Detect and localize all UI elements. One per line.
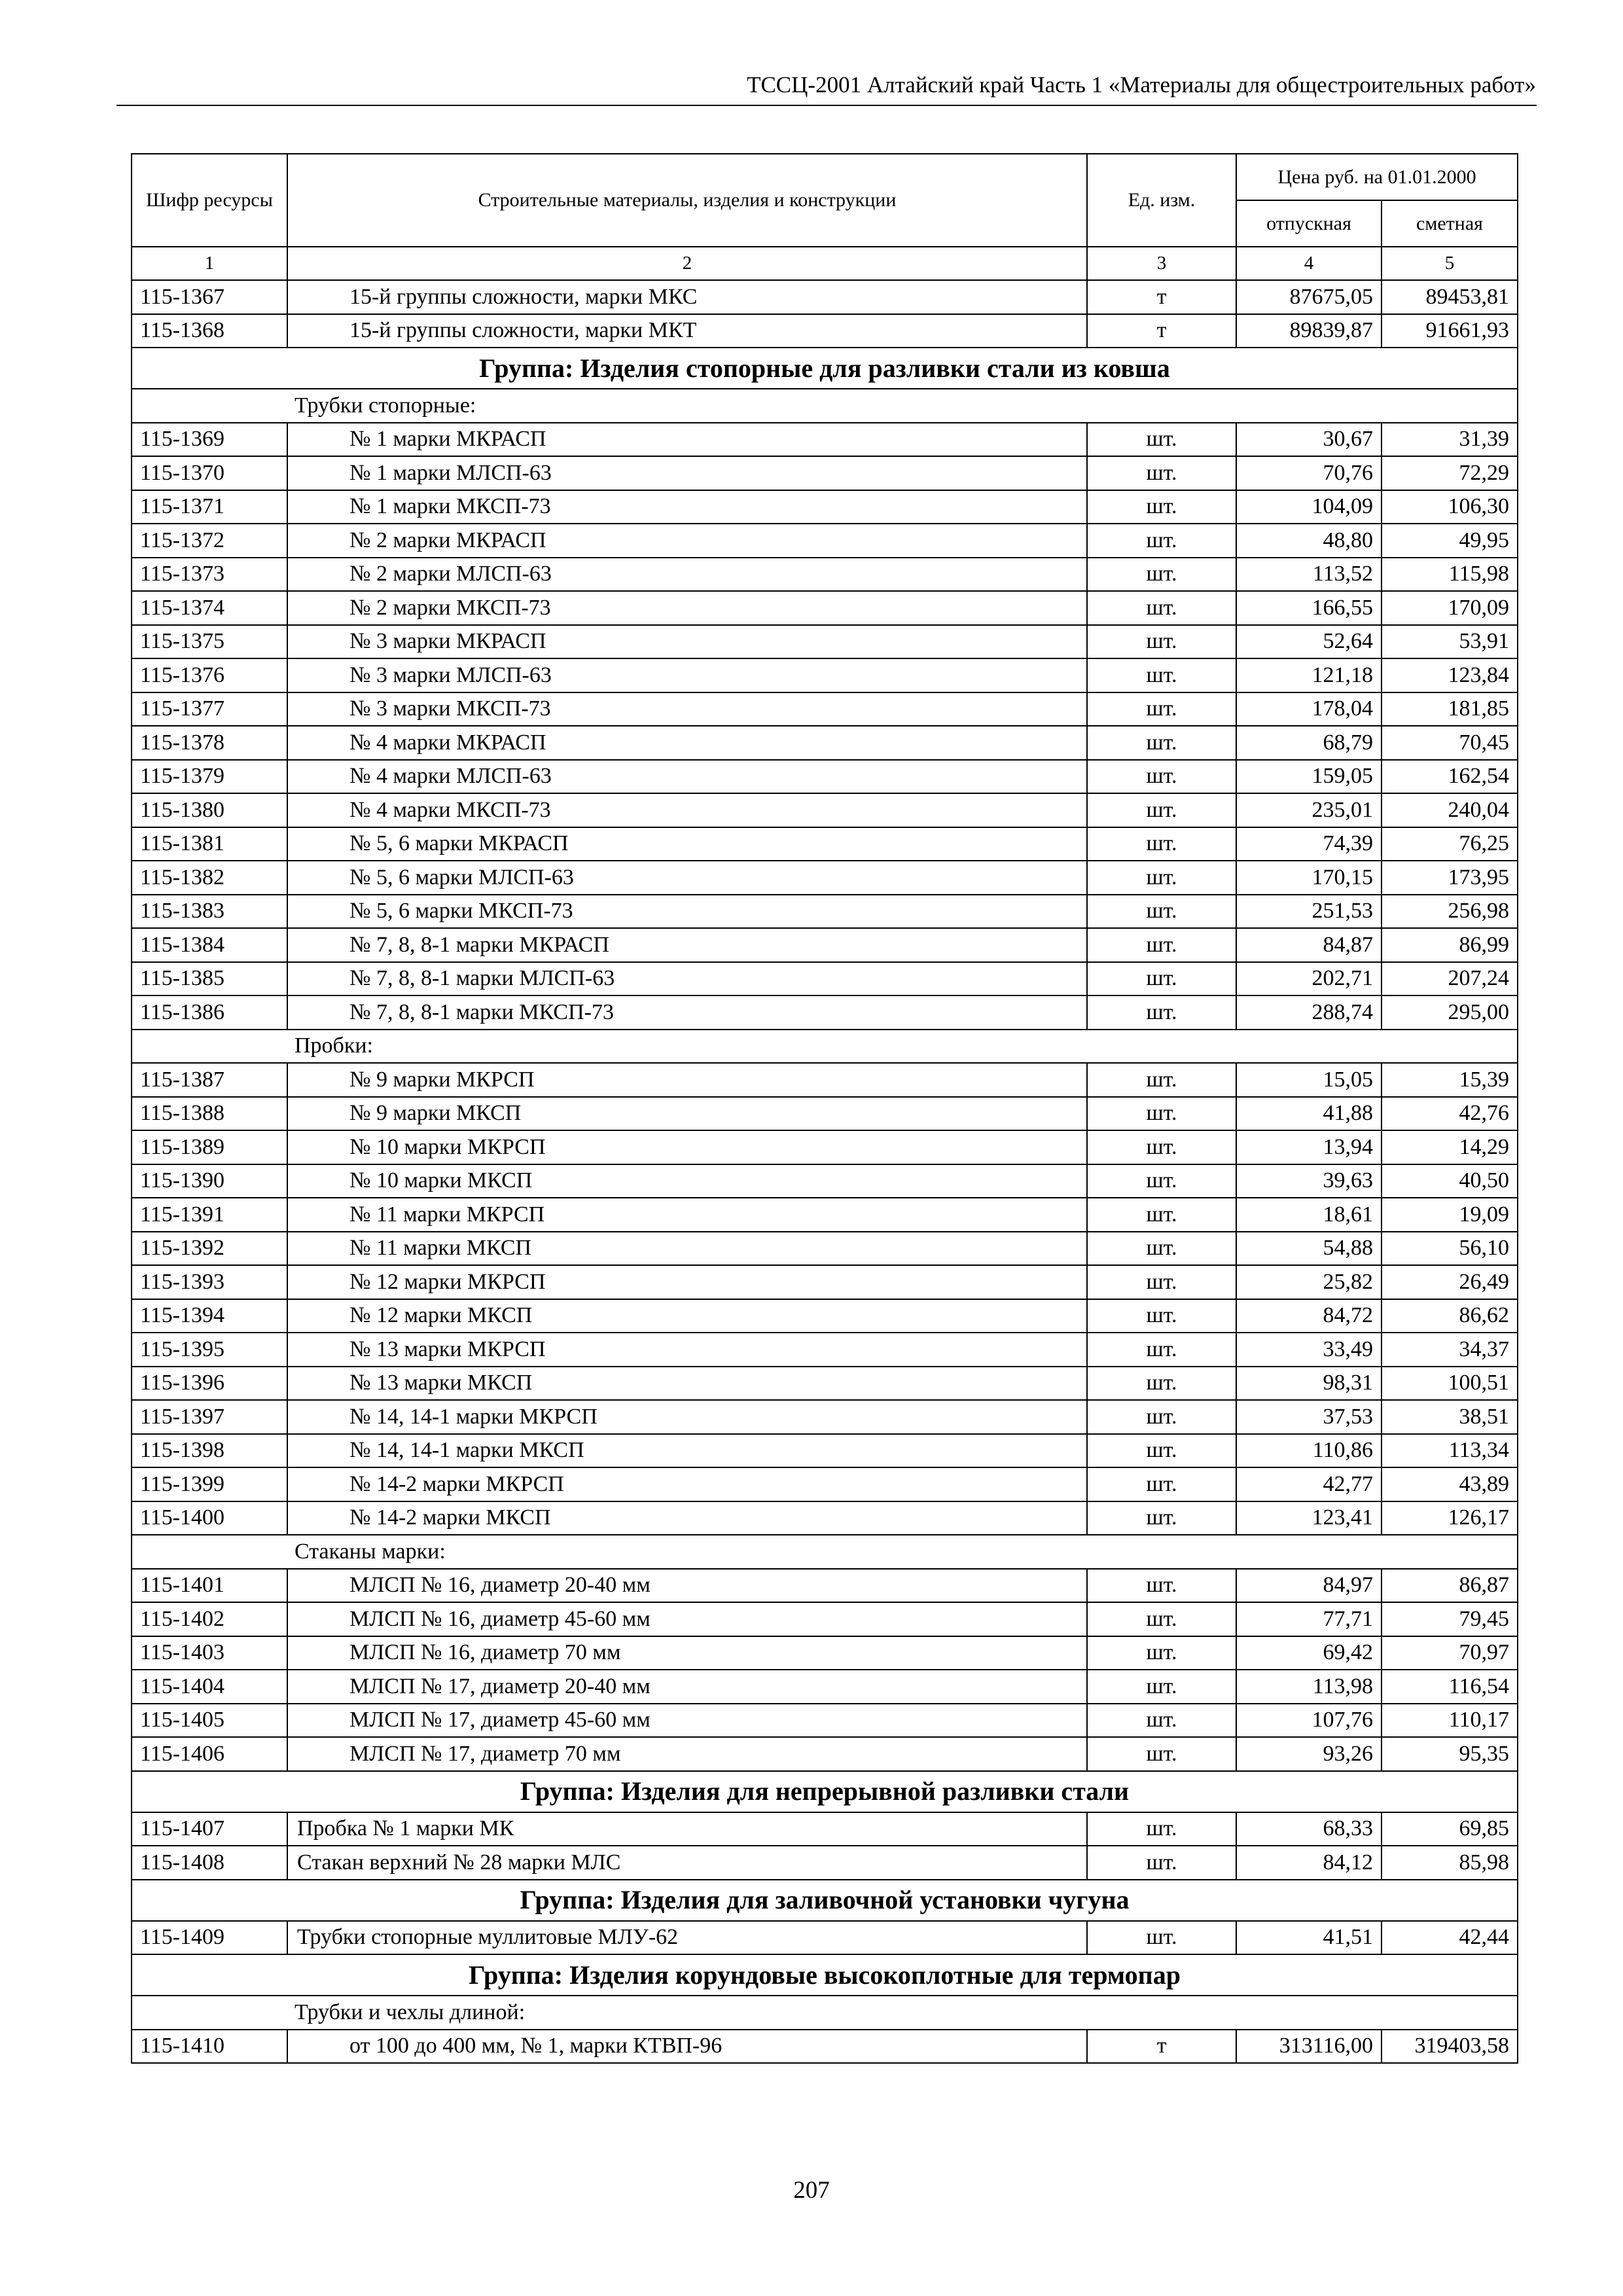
group-heading: Группа: Изделия стопорные для разливки стали из ковша xyxy=(132,348,1518,389)
material-name: № 9 марки МКРСП xyxy=(287,1063,1087,1097)
release-price-cell: 166,55 xyxy=(1236,591,1382,625)
release-price-cell: 104,09 xyxy=(1236,490,1382,524)
table-row xyxy=(132,760,1518,794)
material-name: Трубки стопорные муллитовые МЛУ-62 xyxy=(287,1921,1087,1955)
resource-code: 115-1377 xyxy=(132,692,287,726)
estimate-price-cell: 15,39 xyxy=(1382,1063,1518,1097)
estimate-price-cell: 38,51 xyxy=(1382,1400,1518,1434)
release-price-cell: 178,04 xyxy=(1236,692,1382,726)
unit-cell: шт. xyxy=(1087,1846,1236,1880)
table-row xyxy=(132,692,1518,726)
resource-code: 115-1381 xyxy=(132,827,287,861)
estimate-price-cell: 295,00 xyxy=(1382,996,1518,1030)
estimate-price-cell: 113,34 xyxy=(1382,1434,1518,1468)
release-price-cell: 84,97 xyxy=(1236,1569,1382,1603)
group-heading-row xyxy=(132,348,1518,389)
release-price-cell: 107,76 xyxy=(1236,1704,1382,1738)
unit-cell: шт. xyxy=(1087,1063,1236,1097)
estimate-price-cell: 319403,58 xyxy=(1382,2030,1518,2064)
estimate-price-cell: 100,51 xyxy=(1382,1367,1518,1401)
release-price-cell: 68,33 xyxy=(1236,1812,1382,1846)
unit-cell: шт. xyxy=(1087,827,1236,861)
estimate-price-cell: 181,85 xyxy=(1382,692,1518,726)
release-price-cell: 54,88 xyxy=(1236,1232,1382,1266)
resource-code: 115-1380 xyxy=(132,793,287,827)
estimate-price-cell: 26,49 xyxy=(1382,1265,1518,1299)
release-price-cell: 170,15 xyxy=(1236,861,1382,895)
release-price-cell: 84,12 xyxy=(1236,1846,1382,1880)
table-row xyxy=(132,1812,1518,1846)
unit-cell: шт. xyxy=(1087,1921,1236,1955)
material-name: № 4 марки МКСП-73 xyxy=(287,793,1087,827)
unit-cell: шт. xyxy=(1087,996,1236,1030)
table-row xyxy=(132,1636,1518,1670)
group-heading: Группа: Изделия для непрерывной разливки стали xyxy=(132,1771,1518,1812)
release-price-cell: 113,52 xyxy=(1236,558,1382,592)
column-number: 4 xyxy=(1236,247,1382,280)
estimate-price-cell: 170,09 xyxy=(1382,591,1518,625)
unit-cell: т xyxy=(1087,280,1236,314)
running-header-title: ТССЦ-2001 Алтайский край Часть 1 «Материалы для общестроительных работ» xyxy=(747,72,1536,98)
subheading: Стаканы марки: xyxy=(132,1535,1518,1569)
resource-code: 115-1372 xyxy=(132,524,287,558)
table-row xyxy=(132,625,1518,659)
table-row xyxy=(132,524,1518,558)
resource-code: 115-1388 xyxy=(132,1097,287,1131)
material-name: № 12 марки МКРСП xyxy=(287,1265,1087,1299)
unit-cell: шт. xyxy=(1087,1737,1236,1771)
estimate-price-cell: 256,98 xyxy=(1382,895,1518,929)
column-number: 5 xyxy=(1382,247,1518,280)
material-name: № 14-2 марки МКРСП xyxy=(287,1467,1087,1501)
release-price-cell: 87675,05 xyxy=(1236,280,1382,314)
unit-cell: шт. xyxy=(1087,1602,1236,1636)
group-heading: Группа: Изделия для заливочной установки чугуна xyxy=(132,1880,1518,1921)
material-name: № 3 марки МКСП-73 xyxy=(287,692,1087,726)
table-row xyxy=(132,1501,1518,1535)
table-row xyxy=(132,423,1518,457)
unit-cell: т xyxy=(1087,2030,1236,2064)
table-row xyxy=(132,558,1518,592)
estimate-price-cell: 70,97 xyxy=(1382,1636,1518,1670)
estimate-price-cell: 91661,93 xyxy=(1382,314,1518,348)
material-name: № 13 марки МКРСП xyxy=(287,1333,1087,1367)
estimate-price-cell: 86,99 xyxy=(1382,928,1518,962)
resource-code: 115-1409 xyxy=(132,1921,287,1955)
table-row xyxy=(132,658,1518,692)
table-row xyxy=(132,1921,1518,1955)
resource-code: 115-1405 xyxy=(132,1704,287,1738)
release-price-cell: 98,31 xyxy=(1236,1367,1382,1401)
release-price-cell: 13,94 xyxy=(1236,1130,1382,1164)
material-name: Стакан верхний № 28 марки МЛС xyxy=(287,1846,1087,1880)
unit-cell: шт. xyxy=(1087,1467,1236,1501)
resource-code: 115-1398 xyxy=(132,1434,287,1468)
table-row xyxy=(132,456,1518,490)
material-name: № 2 марки МЛСП-63 xyxy=(287,558,1087,592)
unit-cell: шт. xyxy=(1087,1097,1236,1131)
release-price-cell: 159,05 xyxy=(1236,760,1382,794)
estimate-price-cell: 162,54 xyxy=(1382,760,1518,794)
estimate-price-cell: 42,44 xyxy=(1382,1921,1518,1955)
unit-cell: шт. xyxy=(1087,895,1236,929)
material-name: № 14, 14-1 марки МКСП xyxy=(287,1434,1087,1468)
header-name: Строительные материалы, изделия и конструкции xyxy=(287,154,1087,247)
estimate-price-cell: 40,50 xyxy=(1382,1164,1518,1198)
estimate-price-cell: 240,04 xyxy=(1382,793,1518,827)
release-price-cell: 93,26 xyxy=(1236,1737,1382,1771)
table-row xyxy=(132,1670,1518,1704)
table-row xyxy=(132,996,1518,1030)
table-row xyxy=(132,1737,1518,1771)
estimate-price-cell: 86,62 xyxy=(1382,1299,1518,1333)
release-price-cell: 74,39 xyxy=(1236,827,1382,861)
material-name: № 5, 6 марки МКСП-73 xyxy=(287,895,1087,929)
group-heading-row xyxy=(132,1880,1518,1921)
table-header-row xyxy=(132,154,1518,200)
material-name: № 10 марки МКСП xyxy=(287,1164,1087,1198)
table-row xyxy=(132,1569,1518,1603)
table-row xyxy=(132,1434,1518,1468)
material-name: МЛСП № 17, диаметр 45-60 мм xyxy=(287,1704,1087,1738)
estimate-price-cell: 53,91 xyxy=(1382,625,1518,659)
unit-cell: шт. xyxy=(1087,1400,1236,1434)
resource-code: 115-1370 xyxy=(132,456,287,490)
subheading-row xyxy=(132,389,1518,423)
release-price-cell: 33,49 xyxy=(1236,1333,1382,1367)
estimate-price-cell: 173,95 xyxy=(1382,861,1518,895)
material-name: 15-й группы сложности, марки МКТ xyxy=(287,314,1087,348)
unit-cell: шт. xyxy=(1087,861,1236,895)
estimate-price-cell: 70,45 xyxy=(1382,726,1518,760)
release-price-cell: 235,01 xyxy=(1236,793,1382,827)
table-row xyxy=(132,1198,1518,1232)
unit-cell: шт. xyxy=(1087,962,1236,996)
unit-cell: шт. xyxy=(1087,625,1236,659)
estimate-price-cell: 207,24 xyxy=(1382,962,1518,996)
resource-code: 115-1400 xyxy=(132,1501,287,1535)
material-name: МЛСП № 17, диаметр 70 мм xyxy=(287,1737,1087,1771)
estimate-price-cell: 79,45 xyxy=(1382,1602,1518,1636)
table-row xyxy=(132,1232,1518,1266)
resource-code: 115-1410 xyxy=(132,2030,287,2064)
unit-cell: шт. xyxy=(1087,1198,1236,1232)
subheading: Трубки стопорные: xyxy=(132,389,1518,423)
resource-code: 115-1386 xyxy=(132,996,287,1030)
resource-code: 115-1383 xyxy=(132,895,287,929)
table-row xyxy=(132,726,1518,760)
release-price-cell: 113,98 xyxy=(1236,1670,1382,1704)
estimate-price-cell: 116,54 xyxy=(1382,1670,1518,1704)
release-price-cell: 18,61 xyxy=(1236,1198,1382,1232)
release-price-cell: 89839,87 xyxy=(1236,314,1382,348)
resource-code: 115-1391 xyxy=(132,1198,287,1232)
table-row xyxy=(132,591,1518,625)
release-price-cell: 15,05 xyxy=(1236,1063,1382,1097)
release-price-cell: 77,71 xyxy=(1236,1602,1382,1636)
release-price-cell: 30,67 xyxy=(1236,423,1382,457)
table-row xyxy=(132,1602,1518,1636)
estimate-price-cell: 89453,81 xyxy=(1382,280,1518,314)
release-price-cell: 69,42 xyxy=(1236,1636,1382,1670)
release-price-cell: 202,71 xyxy=(1236,962,1382,996)
unit-cell: шт. xyxy=(1087,1232,1236,1266)
table-row xyxy=(132,1097,1518,1131)
unit-cell: шт. xyxy=(1087,423,1236,457)
resource-code: 115-1373 xyxy=(132,558,287,592)
table-row xyxy=(132,1333,1518,1367)
header-price: Цена руб. на 01.01.2000 xyxy=(1236,154,1518,200)
estimate-price-cell: 115,98 xyxy=(1382,558,1518,592)
release-price-cell: 251,53 xyxy=(1236,895,1382,929)
resource-code: 115-1402 xyxy=(132,1602,287,1636)
estimate-price-cell: 123,84 xyxy=(1382,658,1518,692)
resource-code: 115-1390 xyxy=(132,1164,287,1198)
material-name: № 2 марки МКРАСП xyxy=(287,524,1087,558)
resource-code: 115-1384 xyxy=(132,928,287,962)
estimate-price-cell: 43,89 xyxy=(1382,1467,1518,1501)
unit-cell: шт. xyxy=(1087,1333,1236,1367)
table-row xyxy=(132,1299,1518,1333)
material-name: МЛСП № 16, диаметр 70 мм xyxy=(287,1636,1087,1670)
resource-code: 115-1389 xyxy=(132,1130,287,1164)
table-row xyxy=(132,827,1518,861)
resource-code: 115-1375 xyxy=(132,625,287,659)
material-name: № 1 марки МКРАСП xyxy=(287,423,1087,457)
release-price-cell: 48,80 xyxy=(1236,524,1382,558)
resource-code: 115-1367 xyxy=(132,280,287,314)
table-row xyxy=(132,1467,1518,1501)
resource-code: 115-1408 xyxy=(132,1846,287,1880)
unit-cell: т xyxy=(1087,314,1236,348)
material-name: № 14, 14-1 марки МКРСП xyxy=(287,1400,1087,1434)
release-price-cell: 84,72 xyxy=(1236,1299,1382,1333)
unit-cell: шт. xyxy=(1087,456,1236,490)
unit-cell: шт. xyxy=(1087,1367,1236,1401)
release-price-cell: 52,64 xyxy=(1236,625,1382,659)
unit-cell: шт. xyxy=(1087,726,1236,760)
subheading: Пробки: xyxy=(132,1030,1518,1064)
group-heading-row xyxy=(132,1954,1518,1996)
unit-cell: шт. xyxy=(1087,1434,1236,1468)
resource-code: 115-1369 xyxy=(132,423,287,457)
material-name: МЛСП № 16, диаметр 45-60 мм xyxy=(287,1602,1087,1636)
resource-code: 115-1368 xyxy=(132,314,287,348)
resource-code: 115-1397 xyxy=(132,1400,287,1434)
estimate-price-cell: 106,30 xyxy=(1382,490,1518,524)
unit-cell: шт. xyxy=(1087,928,1236,962)
header-rule xyxy=(116,105,1537,106)
material-name: № 14-2 марки МКСП xyxy=(287,1501,1087,1535)
release-price-cell: 313116,00 xyxy=(1236,2030,1382,2064)
release-price-cell: 121,18 xyxy=(1236,658,1382,692)
estimate-price-cell: 31,39 xyxy=(1382,423,1518,457)
material-name: № 1 марки МКСП-73 xyxy=(287,490,1087,524)
unit-cell: шт. xyxy=(1087,524,1236,558)
release-price-cell: 70,76 xyxy=(1236,456,1382,490)
material-name: № 9 марки МКСП xyxy=(287,1097,1087,1131)
release-price-cell: 25,82 xyxy=(1236,1265,1382,1299)
estimate-price-cell: 69,85 xyxy=(1382,1812,1518,1846)
unit-cell: шт. xyxy=(1087,591,1236,625)
estimate-price-cell: 42,76 xyxy=(1382,1097,1518,1131)
resource-code: 115-1404 xyxy=(132,1670,287,1704)
unit-cell: шт. xyxy=(1087,1164,1236,1198)
unit-cell: шт. xyxy=(1087,793,1236,827)
table-row xyxy=(132,1704,1518,1738)
resource-code: 115-1379 xyxy=(132,760,287,794)
release-price-cell: 288,74 xyxy=(1236,996,1382,1030)
resource-code: 115-1407 xyxy=(132,1812,287,1846)
material-name: № 4 марки МЛСП-63 xyxy=(287,760,1087,794)
material-name: Пробка № 1 марки МК xyxy=(287,1812,1087,1846)
estimate-price-cell: 19,09 xyxy=(1382,1198,1518,1232)
table-row xyxy=(132,1367,1518,1401)
resource-code: 115-1394 xyxy=(132,1299,287,1333)
unit-cell: шт. xyxy=(1087,1670,1236,1704)
header-estimate-price: сметная xyxy=(1382,200,1518,247)
material-name: № 5, 6 марки МКРАСП xyxy=(287,827,1087,861)
material-name: № 11 марки МКРСП xyxy=(287,1198,1087,1232)
table-row xyxy=(132,928,1518,962)
table-row xyxy=(132,490,1518,524)
estimate-price-cell: 56,10 xyxy=(1382,1232,1518,1266)
table-row xyxy=(132,314,1518,348)
unit-cell: шт. xyxy=(1087,1265,1236,1299)
release-price-cell: 37,53 xyxy=(1236,1400,1382,1434)
table-row xyxy=(132,861,1518,895)
unit-cell: шт. xyxy=(1087,1501,1236,1535)
unit-cell: шт. xyxy=(1087,692,1236,726)
unit-cell: шт. xyxy=(1087,1299,1236,1333)
estimate-price-cell: 85,98 xyxy=(1382,1846,1518,1880)
table-row xyxy=(132,962,1518,996)
resource-code: 115-1385 xyxy=(132,962,287,996)
group-heading: Группа: Изделия корундовые высокоплотные для термопар xyxy=(132,1954,1518,1996)
resource-code: 115-1376 xyxy=(132,658,287,692)
table-row xyxy=(132,1265,1518,1299)
subheading-row xyxy=(132,1030,1518,1064)
material-name: № 1 марки МЛСП-63 xyxy=(287,456,1087,490)
resource-code: 115-1387 xyxy=(132,1063,287,1097)
material-name: № 5, 6 марки МЛСП-63 xyxy=(287,861,1087,895)
estimate-price-cell: 86,87 xyxy=(1382,1569,1518,1603)
material-name: № 10 марки МКРСП xyxy=(287,1130,1087,1164)
column-number: 2 xyxy=(287,247,1087,280)
table-row xyxy=(132,793,1518,827)
release-price-cell: 39,63 xyxy=(1236,1164,1382,1198)
release-price-cell: 41,51 xyxy=(1236,1921,1382,1955)
material-name: № 3 марки МКРАСП xyxy=(287,625,1087,659)
resource-code: 115-1392 xyxy=(132,1232,287,1266)
table-row xyxy=(132,1164,1518,1198)
page-number: 207 xyxy=(793,2177,830,2204)
table-row xyxy=(132,895,1518,929)
resource-code: 115-1374 xyxy=(132,591,287,625)
material-name: № 7, 8, 8-1 марки МКСП-73 xyxy=(287,996,1087,1030)
table-row xyxy=(132,1130,1518,1164)
table-row xyxy=(132,280,1518,314)
material-name: № 2 марки МКСП-73 xyxy=(287,591,1087,625)
estimate-price-cell: 14,29 xyxy=(1382,1130,1518,1164)
release-price-cell: 41,88 xyxy=(1236,1097,1382,1131)
resource-code: 115-1406 xyxy=(132,1737,287,1771)
material-name: МЛСП № 17, диаметр 20-40 мм xyxy=(287,1670,1087,1704)
column-number: 3 xyxy=(1087,247,1236,280)
resource-code: 115-1401 xyxy=(132,1569,287,1603)
unit-cell: шт. xyxy=(1087,558,1236,592)
release-price-cell: 123,41 xyxy=(1236,1501,1382,1535)
material-name: МЛСП № 16, диаметр 20-40 мм xyxy=(287,1569,1087,1603)
header-unit: Ед. изм. xyxy=(1087,154,1236,247)
material-name: № 4 марки МКРАСП xyxy=(287,726,1087,760)
resource-code: 115-1399 xyxy=(132,1467,287,1501)
table-row xyxy=(132,2030,1518,2064)
unit-cell: шт. xyxy=(1087,760,1236,794)
material-name: № 11 марки МКСП xyxy=(287,1232,1087,1266)
header-code: Шифр ресурсы xyxy=(132,154,287,247)
subheading-row xyxy=(132,1535,1518,1569)
resource-code: 115-1395 xyxy=(132,1333,287,1367)
material-name: № 12 марки МКСП xyxy=(287,1299,1087,1333)
estimate-price-cell: 126,17 xyxy=(1382,1501,1518,1535)
release-price-cell: 68,79 xyxy=(1236,726,1382,760)
estimate-price-cell: 49,95 xyxy=(1382,524,1518,558)
material-name: 15-й группы сложности, марки МКС xyxy=(287,280,1087,314)
unit-cell: шт. xyxy=(1087,1636,1236,1670)
subheading-row xyxy=(132,1996,1518,2030)
unit-cell: шт. xyxy=(1087,1130,1236,1164)
release-price-cell: 84,87 xyxy=(1236,928,1382,962)
subheading: Трубки и чехлы длиной: xyxy=(132,1996,1518,2030)
header-release-price: отпускная xyxy=(1236,200,1382,247)
resource-code: 115-1396 xyxy=(132,1367,287,1401)
resource-code: 115-1371 xyxy=(132,490,287,524)
column-number-row xyxy=(132,247,1518,280)
table-row xyxy=(132,1400,1518,1434)
table-row xyxy=(132,1063,1518,1097)
unit-cell: шт. xyxy=(1087,1569,1236,1603)
material-name: № 3 марки МЛСП-63 xyxy=(287,658,1087,692)
material-name: от 100 до 400 мм, № 1, марки КТВП-96 xyxy=(287,2030,1087,2064)
estimate-price-cell: 110,17 xyxy=(1382,1704,1518,1738)
resource-code: 115-1378 xyxy=(132,726,287,760)
release-price-cell: 110,86 xyxy=(1236,1434,1382,1468)
unit-cell: шт. xyxy=(1087,1812,1236,1846)
release-price-cell: 42,77 xyxy=(1236,1467,1382,1501)
column-number: 1 xyxy=(132,247,287,280)
table-row xyxy=(132,1846,1518,1880)
estimate-price-cell: 34,37 xyxy=(1382,1333,1518,1367)
resource-code: 115-1382 xyxy=(132,861,287,895)
resource-code: 115-1403 xyxy=(132,1636,287,1670)
resource-code: 115-1393 xyxy=(132,1265,287,1299)
unit-cell: шт. xyxy=(1087,1704,1236,1738)
material-name: № 7, 8, 8-1 марки МЛСП-63 xyxy=(287,962,1087,996)
unit-cell: шт. xyxy=(1087,490,1236,524)
estimate-price-cell: 76,25 xyxy=(1382,827,1518,861)
price-table xyxy=(131,153,1518,2064)
estimate-price-cell: 72,29 xyxy=(1382,456,1518,490)
estimate-price-cell: 95,35 xyxy=(1382,1737,1518,1771)
material-name: № 13 марки МКСП xyxy=(287,1367,1087,1401)
material-name: № 7, 8, 8-1 марки МКРАСП xyxy=(287,928,1087,962)
group-heading-row xyxy=(132,1771,1518,1812)
unit-cell: шт. xyxy=(1087,658,1236,692)
